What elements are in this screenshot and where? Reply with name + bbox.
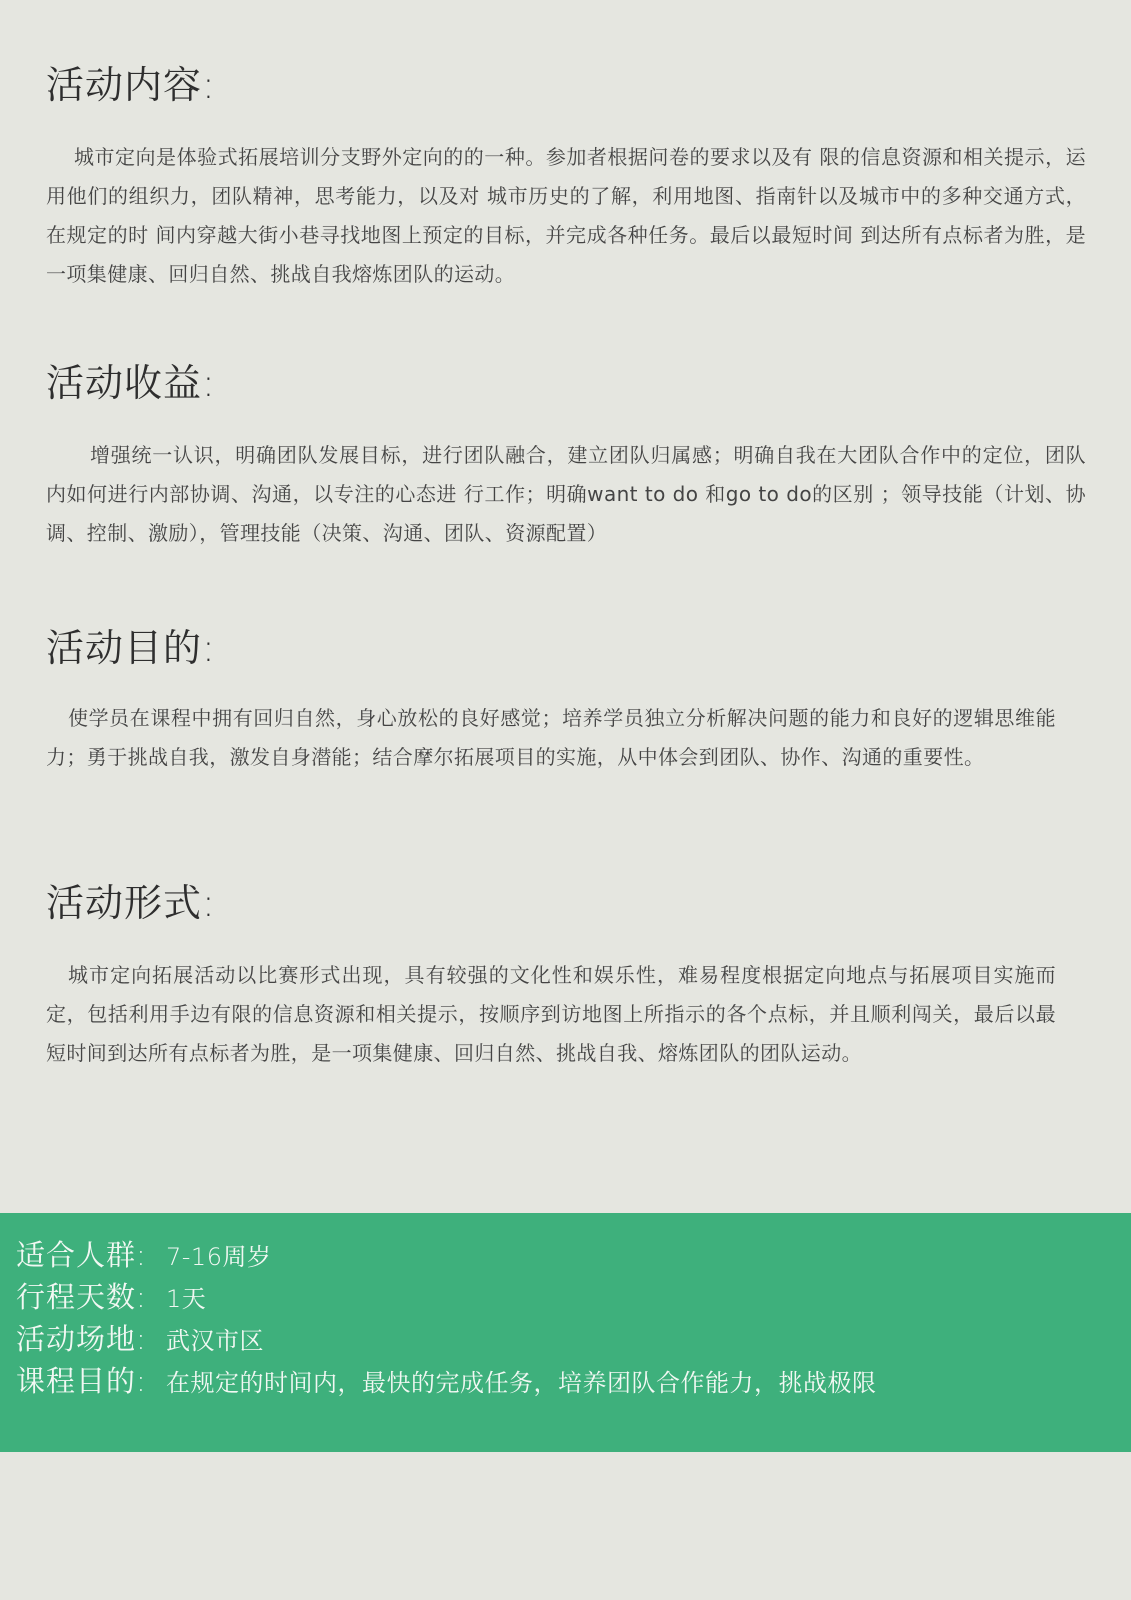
section-body: 增强统一认识，明确团队发展目标，进行团队融合，建立团队归属感；明确自我在大团队合作中的定位，团队内如何进行内部协调、沟通，以专注的心态进 行工作；明确want to do 和go to do的区别 ；领导技能（计划、协调、控制、激励），管理技能（决策、沟通、团队、资源配置） bbox=[46, 443, 1086, 545]
section-activity-content bbox=[46, 62, 1086, 294]
section-activity-purpose bbox=[46, 625, 1086, 777]
section-body: 城市定向是体验式拓展培训分支野外定向的的一种。参加者根据问卷的要求以及有 限的信息资源和相关提示，运用他们的组织力，团队精神，思考能力，以及对 城市历史的了解，利用地图、指南针以及城市中的多种交通方式，在规定的时 间内穿越大街小巷寻找地图上预定的目标，并完成各种任务。最后以最短时间 到达所有点标者为胜，是一项集健康、回归自然、挑战自我熔炼团队的运动。 bbox=[46, 145, 1086, 286]
info-row-audience bbox=[16, 1233, 1116, 1275]
section-title: 活动形式: bbox=[46, 881, 216, 925]
section-title: 活动收益: bbox=[46, 361, 216, 405]
info-value: 7-16周岁 bbox=[166, 1243, 272, 1271]
section-title: 活动目的: bbox=[46, 626, 216, 670]
info-value: 在规定的时间内，最快的完成任务，培养团队合作能力，挑战极限 bbox=[166, 1369, 877, 1397]
section-body: 城市定向拓展活动以比赛形式出现，具有较强的文化性和娱乐性，难易程度根据定向地点与拓展项目实施而定，包括利用手边有限的信息资源和相关提示，按顺序到访地图上所指示的各个点标，并且顺利闯关，最后以最短时间到达所有点标者为胜，是一项集健康、回归自然、挑战自我、熔炼团队的团队运动。 bbox=[46, 963, 1056, 1065]
info-value: 武汉市区 bbox=[166, 1327, 264, 1355]
info-band bbox=[0, 1213, 1131, 1452]
info-label: 课程目的: bbox=[16, 1364, 147, 1398]
section-body: 使学员在课程中拥有回归自然，身心放松的良好感觉；培养学员独立分析解决问题的能力和良好的逻辑思维能力；勇于挑战自我，激发自身潜能；结合摩尔拓展项目的实施，从中体会到团队、协作、沟通的重要性。 bbox=[46, 706, 1056, 769]
info-row-course-goal bbox=[16, 1359, 1116, 1401]
info-value: 1天 bbox=[166, 1285, 207, 1313]
info-label: 适合人群: bbox=[16, 1238, 147, 1272]
info-label: 行程天数: bbox=[16, 1280, 147, 1314]
info-row-venue bbox=[16, 1317, 1116, 1359]
section-activity-benefit bbox=[46, 360, 1086, 553]
info-row-duration bbox=[16, 1275, 1116, 1317]
section-activity-form bbox=[46, 880, 1086, 1073]
info-list bbox=[16, 1233, 1116, 1401]
section-title: 活动内容: bbox=[46, 63, 216, 107]
info-label: 活动场地: bbox=[16, 1322, 147, 1356]
